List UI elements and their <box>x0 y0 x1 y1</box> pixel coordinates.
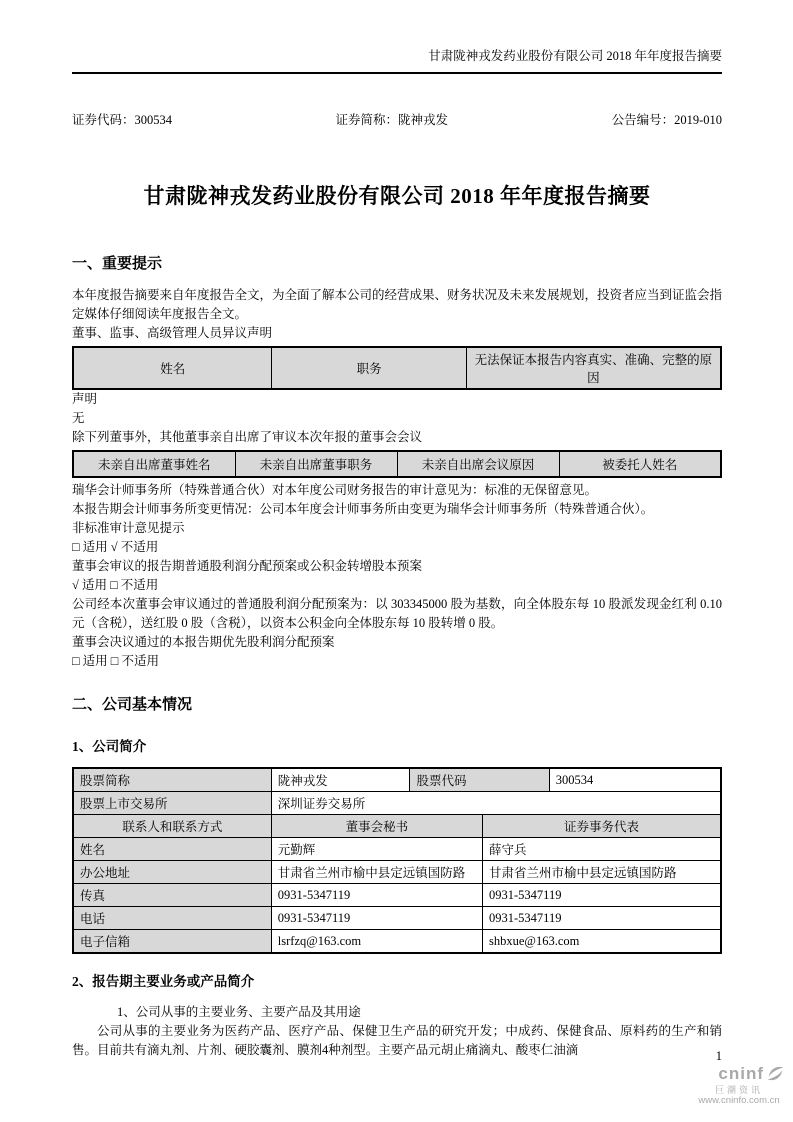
statement-value: 无 <box>72 411 85 425</box>
section1-heading: 一、重要提示 <box>72 256 163 272</box>
preferred-choice: □ 适用 □ 不适用 <box>72 654 159 668</box>
absent-col-name: 未亲自出席董事姓名 <box>73 451 235 477</box>
absent-directors-table <box>72 450 722 478</box>
contact-label: 办公地址 <box>73 861 271 884</box>
contact-label: 传真 <box>73 884 271 907</box>
running-header: 甘肃陇神戎发药业股份有限公司 2018 年年度报告摘要 <box>72 46 722 74</box>
contact-header: 证券事务代表 <box>483 815 721 838</box>
business-summary-heading: 2、报告期主要业务或产品简介 <box>72 974 255 989</box>
contact-representative-value: 0931-5347119 <box>483 907 721 930</box>
table-row <box>73 792 721 815</box>
nonstandard-choice: □ 适用 √ 不适用 <box>72 540 159 554</box>
contact-label: 姓名 <box>73 838 271 861</box>
dissent-col-reason: 无法保证本报告内容真实、准确、完整的原因 <box>466 347 721 389</box>
contact-representative-value: shbxue@163.com <box>483 930 721 954</box>
page-title: 甘肃陇神戎发药业股份有限公司 2018 年年度报告摘要 <box>143 184 651 208</box>
contact-secretary-value: 元勤辉 <box>271 838 482 861</box>
announcement-number: 公告编号：2019-010 <box>611 113 722 127</box>
profile-value: 深圳证券交易所 <box>271 792 721 815</box>
table-header-row <box>73 815 721 838</box>
dissent-col-name: 姓名 <box>73 347 272 389</box>
contact-representative-value: 甘肃省兰州市榆中县定远镇国防路 <box>483 861 721 884</box>
table-row <box>73 861 721 884</box>
nonstandard-label: 非标准审计意见提示 <box>72 521 185 535</box>
page-number: 1 <box>715 1049 722 1063</box>
cninfo-logo <box>693 1064 785 1107</box>
statement-label: 声明 <box>72 392 98 406</box>
intro-paragraph: 本年度报告摘要来自年度报告全文，为全面了解本公司的经营成果、财务状况及未来发展规划，投资者应当到证监会指定媒体仔细阅读年度报告全文。 <box>72 288 723 321</box>
contact-label: 电子信箱 <box>73 930 271 954</box>
profile-value: 300534 <box>549 768 721 792</box>
table-header-row <box>73 347 721 389</box>
contact-label: 电话 <box>73 907 271 930</box>
dissent-col-title: 职务 <box>272 347 466 389</box>
cninfo-swirl-icon <box>766 1064 785 1083</box>
dissent-table <box>72 346 722 390</box>
table-header-row <box>73 451 721 477</box>
absent-col-reason: 未亲自出席会议原因 <box>397 451 559 477</box>
contact-representative-value: 0931-5347119 <box>483 884 721 907</box>
stock-code: 证券代码：300534 <box>72 113 173 127</box>
cninfo-logo-row <box>693 1064 785 1084</box>
business-item-heading: 1、公司从事的主要业务、主要产品及其用途 <box>117 1005 361 1019</box>
dividend-detail: 公司经本次董事会审议通过的普通股利润分配预案为：以 303345000 股为基数，向全体股东每 10 股派发现金红利 0.10 元（含税），送红股 0 股（含税），以资本公积金向全体股东每 10 股转增 0 股。 <box>72 597 722 630</box>
absent-col-proxy: 被委托人姓名 <box>559 451 721 477</box>
attendance-note: 除下列董事外，其他董事亲自出席了审议本次年报的董事会会议 <box>72 430 423 444</box>
dividend-label: 董事会审议的报告期普通股利润分配预案或公积金转增股本预案 <box>72 559 423 573</box>
auditor-change: 本报告期会计师事务所变更情况：公司本年度会计师事务所由变更为瑞华会计师事务所（特殊普通合伙）。 <box>72 502 654 516</box>
table-row <box>73 907 721 930</box>
table-row <box>73 768 721 792</box>
table-row <box>73 930 721 954</box>
contact-secretary-value: 0931-5347119 <box>271 907 482 930</box>
profile-value: 陇神戎发 <box>271 768 410 792</box>
absent-col-title: 未亲自出席董事职务 <box>235 451 397 477</box>
contact-representative-value: 薛守兵 <box>483 838 721 861</box>
profile-label: 股票代码 <box>410 768 549 792</box>
company-profile-heading: 1、公司简介 <box>72 739 147 754</box>
dividend-choice: √ 适用 □ 不适用 <box>72 578 159 592</box>
table-row <box>73 838 721 861</box>
profile-label: 股票上市交易所 <box>73 792 271 815</box>
profile-label: 股票简称 <box>73 768 271 792</box>
section2-heading: 二、公司基本情况 <box>72 697 193 713</box>
contact-header: 董事会秘书 <box>271 815 482 838</box>
contact-secretary-value: lsrfzq@163.com <box>271 930 482 954</box>
table-row <box>73 884 721 907</box>
cninfo-logo-subtitle: 巨潮资讯 <box>714 1084 763 1095</box>
contact-secretary-value: 甘肃省兰州市榆中县定远镇国防路 <box>271 861 482 884</box>
stock-info-row <box>72 110 722 128</box>
business-paragraph: 公司从事的主要业务为医药产品、医疗产品、保健卫生产品的研究开发；中成药、保健食品、原料药的生产和销售。目前共有滴丸剂、片剂、硬胶囊剂、膜剂4种剂型。主要产品元胡止痛滴丸、酸枣仁油滴 <box>72 1024 722 1057</box>
cninfo-logo-text: cninf <box>718 1064 764 1084</box>
stock-short-name: 证券简称：陇神戎发 <box>335 113 449 127</box>
contact-secretary-value: 0931-5347119 <box>271 884 482 907</box>
audit-opinion: 瑞华会计师事务所（特殊普通合伙）对本年度公司财务报告的审计意见为：标准的无保留意见。 <box>72 483 598 497</box>
company-profile-table <box>72 767 722 954</box>
preferred-label: 董事会决议通过的本报告期优先股利润分配预案 <box>72 635 335 649</box>
cninfo-logo-url: www.cninfo.com.cn <box>698 1095 780 1107</box>
dissent-label: 董事、监事、高级管理人员异议声明 <box>72 326 273 340</box>
contact-header: 联系人和联系方式 <box>73 815 271 838</box>
